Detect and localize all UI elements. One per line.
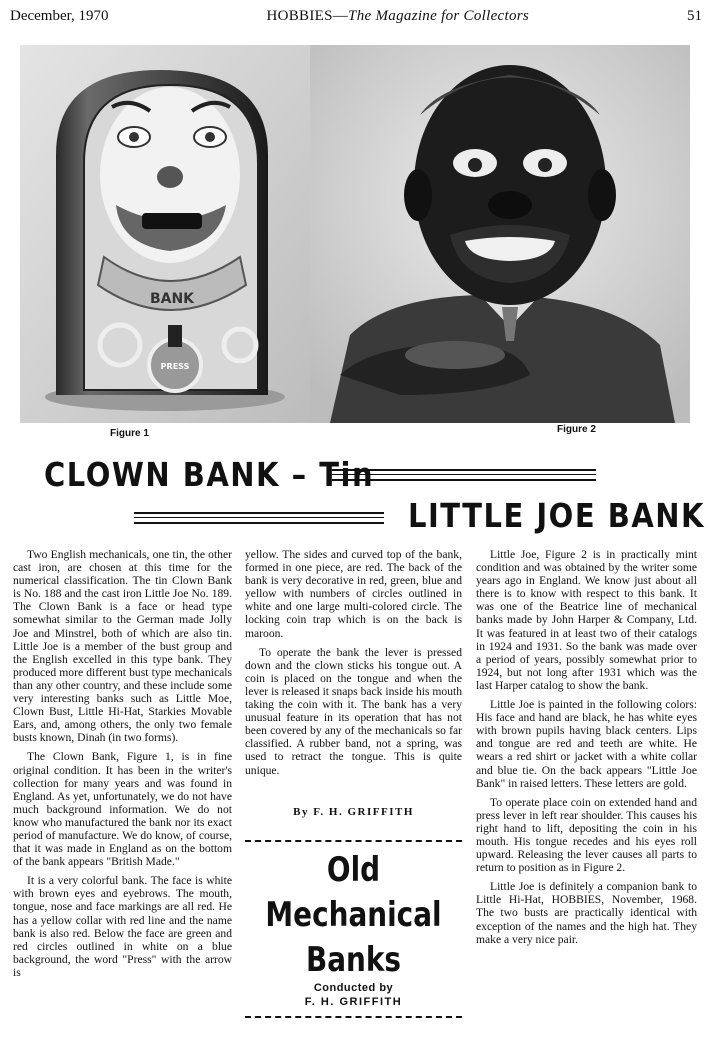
conducted-by-label: Conducted by: [313, 982, 394, 994]
figure-2-caption: Figure 2: [557, 424, 596, 435]
figure-1-caption: Figure 1: [110, 428, 149, 439]
article-column-2: [245, 548, 462, 783]
paragraph: Little Joe, Figure 2 is in practically mint condition and was obtained by the writer some years ago in England. We know just about all there is to know with respect to this bank. It was one of the Beatrice line of mechanical banks made by John Harper & Company, Ltd. It was featured in at least two of their catalogs in 1924 and 1931. So the bank was made over a period of years, possibly somewhat prior to 1924, but not long after 1931 which was the last Harper catalog to show the bank.: [476, 548, 697, 692]
magazine-title: [266, 8, 529, 25]
paragraph: yellow. The sides and curved top of the bank, formed in one piece, are red. The back of the bank is very decorative in red, green, blue and yellow with numbers of circles outlined in white and one large multi-colored circle. The locking coin trap which is on the back is maroon.: [245, 548, 462, 640]
article-column-1: [13, 548, 232, 985]
column-author: F. H. GRIFFITH: [304, 996, 403, 1008]
box-top-dashed-rule: [245, 840, 462, 842]
running-header: [10, 8, 702, 32]
paragraph: It is a very colorful bank. The face is white with brown eyes and eyebrows. The mouth, tongue, nose and face markings are all red. He has a yellow collar with red line and the name bank is also red. Below the face are green and red circles outlined in white on a blue background, the word "Press" with the arrow is: [13, 874, 232, 979]
little-joe-bank-illustration: [310, 45, 690, 423]
magazine-name: HOBBIES—: [266, 8, 349, 24]
paragraph: To operate the bank the lever is pressed down and the clown sticks his tongue out. A coin is placed on the tongue and when the lever is released it snaps back inside his mouth taking the coin with it. The bank has a very unusual feature in its operation that has not been covered by any of the mechanicals so far classified. A rubber band, not a spring, was used to retract the tongue. This is quite unique.: [245, 645, 463, 777]
paragraph: Little Joe is definitely a companion bank to Little Hi-Hat, HOBBIES, November, 1968. The two busts are practically identical with exception of the names and the high hat. They make a very nice pair.: [476, 880, 697, 946]
figure-1-clown-bank-photo: [20, 45, 310, 423]
paragraph: To operate place coin on extended hand and press lever in left rear shoulder. This causes his right hand to lift, depositing the coin in his mouth. His tongue recedes and his eyes roll upward. Releasing the lever causes all parts to return to position as in Figure 2.: [476, 795, 697, 875]
column-title-line-1: Old: [326, 850, 381, 890]
issue-date: December, 1970: [10, 8, 109, 24]
bank-label-text: BANK: [149, 291, 195, 307]
headline-rule-2: [134, 512, 384, 524]
box-bottom-dashed-rule: [245, 1016, 462, 1018]
paragraph: Two English mechanicals, one tin, the other cast iron, are chosen at this time for the numerical classification. The tin Clown Bank is No. 188 and the cast iron Little Joe No. 189. The Clown Bank is a face or head type somewhat similar to the German made Jolly Joe and Minstrel, both of which are also tin. Little Joe is a member of the bust group and the English excelled in this type bank. They produced more different bust type mechanicals than any other country, and these include some very interesting banks such as Little Moe, Clown Bust, Little Hi-Hat, Starkies Movable Ears, and, among others, the only two female busts known, Dinah (in two forms).: [13, 548, 232, 745]
clown-bank-headline: CLOWN BANK – Tin: [44, 455, 375, 495]
byline: By F. H. GRIFFITH: [293, 806, 414, 818]
paragraph: Little Joe is painted in the following colors: His face and hand are black, he has white eyes with brown pupils having black centers. Lips and tongue are red and teeth are white. He wears a red shirt or jacket with a white collar and blue tie. On the back appears "Little Joe Bank" in raised letters. These letters are gold.: [476, 698, 697, 790]
article-column-3: [476, 548, 697, 952]
magazine-subtitle: The Magazine for Collectors: [348, 8, 530, 24]
column-title-box: [265, 848, 443, 983]
clown-bank-illustration: [20, 45, 310, 423]
figure-2-little-joe-bank-photo: [310, 45, 690, 423]
column-title-line-2: Mechanical: [265, 895, 442, 935]
little-joe-bank-headline: LITTLE JOE BANK: [408, 496, 706, 536]
headline-rule-1: [332, 469, 596, 481]
page-number: 51: [687, 8, 702, 24]
paragraph: The Clown Bank, Figure 1, is in fine original condition. It has been in the writer's collection for many years and was found in England. As yet, unfortunately, we do not have much background information. We do not know who manufactured the bank nor its exact period of manufacture. We do know, of course, that it was made in England as on the bottom of the bank appears "British Made.": [13, 750, 232, 869]
column-title-line-3: Banks: [305, 940, 402, 980]
press-label-text: PRESS: [160, 362, 190, 371]
